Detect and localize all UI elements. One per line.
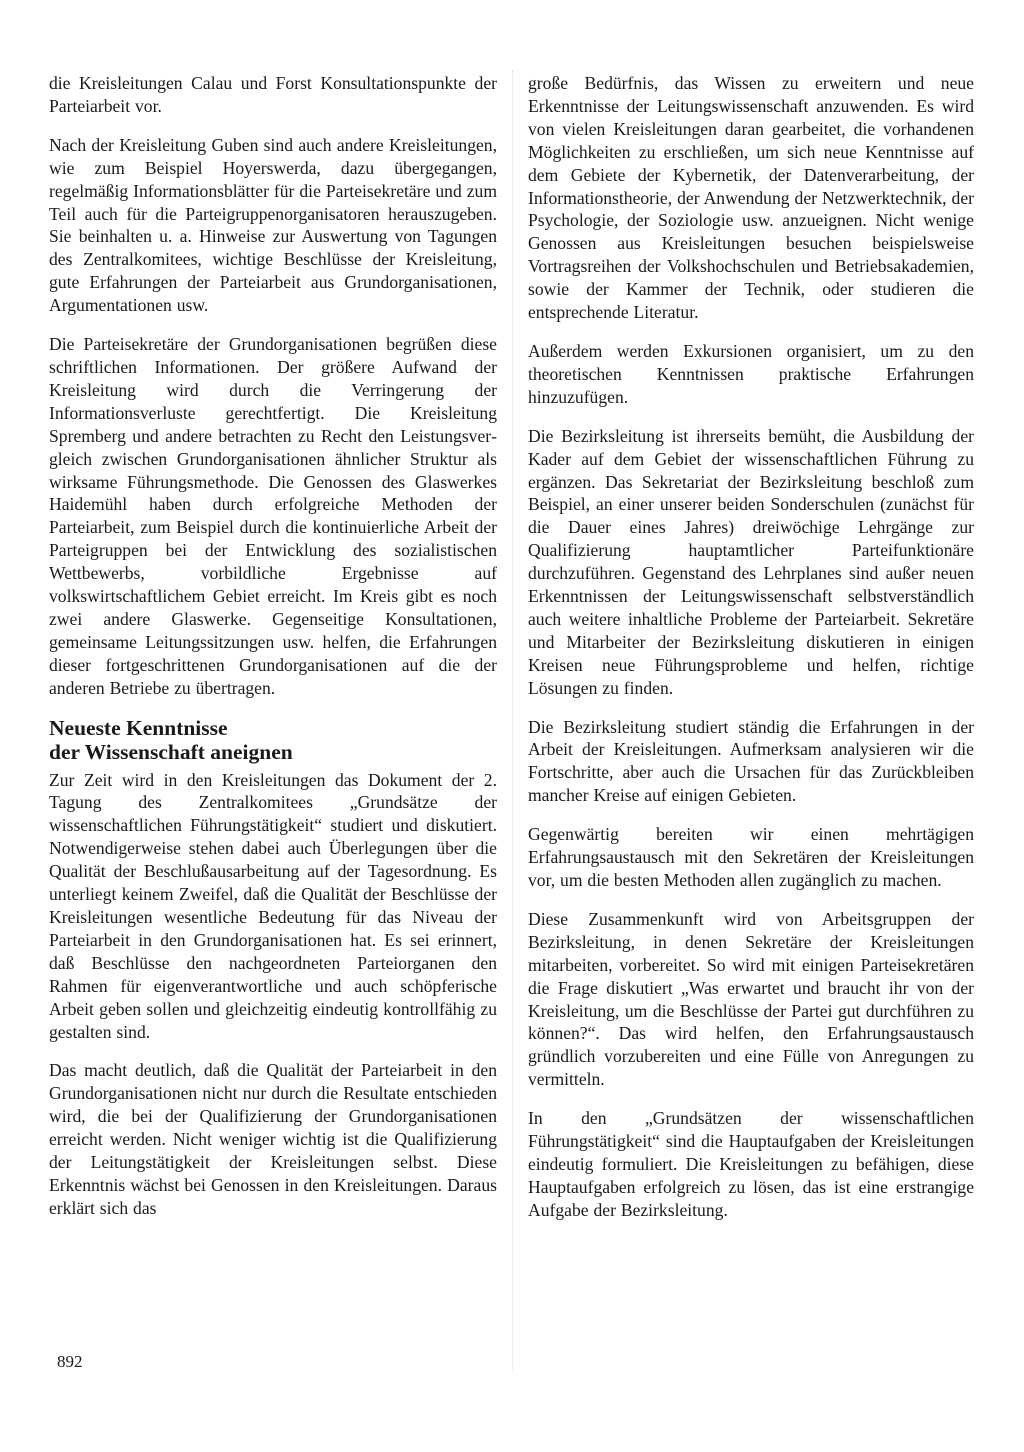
paragraph: Die Bezirksleitung ist ihrerseits bemüht, die Ausbildung der Kader auf dem Gebiet der wissenschaftlichen Führung zu ergänzen. Das Sekretariat der Bezirksleitung beschloß zum Beispiel, an einer unserer beiden Sonderschulen (zunächst für die Dauer eines Jahres) dreiwöchige Lehrgänge zur Qualifizierung hauptamtlicher Parteifunktionäre durchzuführen. Gegenstand des Lehrplanes sind außer neuen Erkenntnissen der Leitungswissenschaft selbstverständlich auch weitere inhaltliche Probleme der Parteiarbeit. Sekretäre und Mitarbeiter der Bezirksleitung diskutieren in einigen Kreisen neue Führungsprobleme und helfen, richtige Lösungen zu finden. — [528, 425, 974, 698]
paragraph: die Kreisleitungen Calau und Forst Konsultationspunkte der Parteiarbeit vor. — [49, 73, 497, 116]
paragraph: große Bedürfnis, das Wissen zu erweitern und neue Erkenntnisse der Leitungswissenschaft anzuwenden. Es wird von vielen Kreisleitungen daran gearbeitet, die vorhandenen Möglichkeiten zu erschließen, um sich neue Kenntnisse auf dem Gebiete der Kybernetik, der Datenverarbeitung, der Informationstheorie, der Anwendung der Netzwerktechnik, der Psychologie, der Soziologie usw. anzueignen. Nicht wenige Genossen aus Kreisleitungen besuchen beispielsweise Vortragsreihen der Volkshochschulen und Betriebsakademien, sowie der Kammer der Technik, oder studieren die entsprechende Literatur. — [528, 73, 974, 323]
column-divider — [512, 70, 513, 1370]
paragraph: Die Bezirksleitung studiert ständig die Erfahrungen in der Arbeit der Kreisleitungen. Aufmerksam analysieren wir die Fortschritte, aber auch die Ursachen für das Zurückbleiben mancher Kreise auf einigen Gebieten. — [528, 716, 974, 806]
paragraph: Die Parteisekretäre der Grundorganisationen begrüßen diese schriftlichen Informationen. Der größere Aufwand der Kreisleitung wird durch die Verringerung der Informationsverluste gerechtfertigt. Die Kreisleitung Spremberg und andere betrachten zu Recht den Leistungsvergleich zwischen Grundorganisationen ähnlicher Struktur als wirksame Führungsmethode. Die Genossen des Glaswerkes Haidemühl haben durch erfolgreiche Methoden der Parteiarbeit, zum Beispiel durch die kontinuierliche Arbeit der Parteigruppen bei der Entwicklung des sozialistischen Wettbewerbs, vorbildliche Ergebnisse auf volkswirtschaftlichem Gebiet erreicht. Im Kreis gibt es noch zwei andere Glaswerke. Gegenseitige Konsultationen, gemeinsame Leitungssitzungen usw. helfen, die Erfahrungen dieser fortgeschrittenen Grundorganisationen auf die der anderen Betriebe zu übertragen. — [49, 334, 497, 698]
section-heading — [49, 716, 497, 765]
page-number: 892 — [57, 1352, 83, 1371]
paragraph: Das macht deutlich, daß die Qualität der Parteiarbeit in den Grundorganisationen nicht nur durch die Resultate entschieden wird, die bei der Qualifizierung der Grundorganisationen erreicht werden. Nicht weniger wichtig ist die Qualifizierung der Leitungstätigkeit der Kreisleitungen selbst. Diese Erkenntnis wächst bei Genossen in den Kreisleitungen. Daraus erklärt sich das — [49, 1060, 497, 1218]
left-column — [49, 72, 497, 1236]
paragraph: Nach der Kreisleitung Guben sind auch andere Kreisleitungen, wie zum Beispiel Hoyerswerda, dazu übergegangen, regelmäßig Informationsblätter für die Parteisekretäre und zum Teil auch für die Parteigruppenorganisatoren herauszugeben. Sie beinhalten u. a. Hinweise zur Auswertung von Tagungen des Zentralkomitees, wichtige Beschlüsse der Kreisleitung, gute Erfahrungen der Parteiarbeit aus Grundorganisationen, Argumentationen usw. — [49, 134, 497, 316]
paragraph: In den „Grundsätzen der wissenschaftlichen Führungstätigkeit“ sind die Hauptaufgaben der Kreisleitungen eindeutig formuliert. Die Kreisleitungen zu befähigen, diese Hauptaufgaben erfolgreich zu lösen, das ist eine erstrangige Aufgabe der Bezirksleitung. — [528, 1108, 974, 1220]
paragraph: Gegenwärtig bereiten wir einen mehrtägigen Erfahrungsaustausch mit den Sekretären der Kreisleitungen vor, um die besten Methoden allen zugänglich zu machen. — [528, 824, 974, 890]
paragraph: Diese Zusammenkunft wird von Arbeitsgruppen der Bezirksleitung, in denen Sekretäre der Kreisleitungen mitarbeiten, vorbereitet. So wird mit einigen Parteisekretären die Frage diskutiert „Was erwartet und braucht ihr von der Kreisleitung, um die Beschlüsse der Partei gut durchführen zu können?“. Das wird helfen, den Erfahrungsaustausch gründlich vorzubereiten und eine Fülle von Anregungen zu vermitteln. — [528, 908, 974, 1090]
paragraph: Außerdem werden Exkursionen organisiert, um zu den theoretischen Kenntnissen praktische Erfahrungen hinzuzufügen. — [528, 340, 974, 407]
section-heading-line: der Wissenschaft aneignen — [49, 740, 293, 765]
paragraph: Zur Zeit wird in den Kreisleitungen das Dokument der 2. Tagung des Zentralkomitees „Grundsätze der wissenschaftlichen Führungstätigkeit“ studiert und diskutiert. Notwendigerweise stehen dabei auch Überlegungen über die Qualität der Beschlußausarbeitung auf der Tagesordnung. Es unterliegt keinem Zweifel, daß die Qualität der Beschlüsse der Kreisleitungen wesentliche Bedeutung für das Niveau der Parteiarbeit in den Grundorganisationen hat. Es sei erinnert, daß Beschlüsse den nachgeordneten Parteiorganen den Rahmen für eigenverantwortliche und auch schöpferische Arbeit geben sollen und gleichzeitig eindeutig kontrollfähig zu gestalten sind. — [49, 769, 497, 1042]
section-heading-line: Neueste Kenntnisse — [49, 715, 228, 740]
right-column — [528, 72, 974, 1238]
